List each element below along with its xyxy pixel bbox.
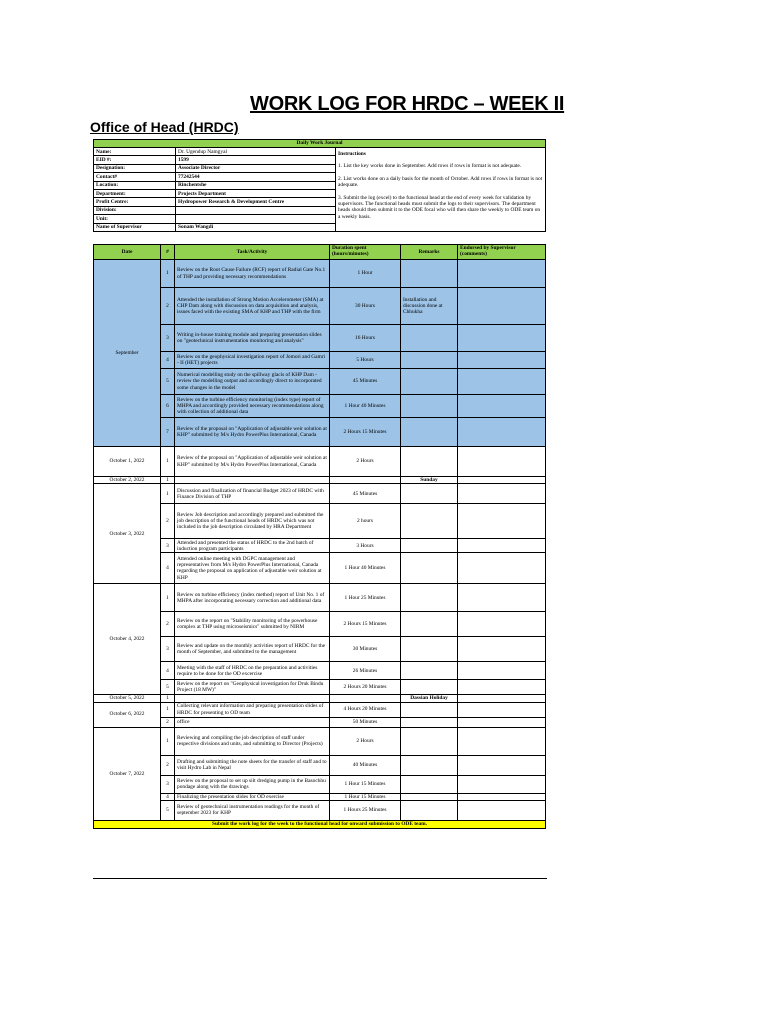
remarks-cell: Dassian Holiday — [401, 695, 458, 702]
row-number-cell: 2 — [161, 755, 175, 775]
work-log-header-row — [94, 245, 546, 260]
info-value: Rinchentshe — [176, 181, 336, 189]
date-cell: October 3, 2022 — [94, 484, 161, 584]
task-cell: Review on the report on "Stability monitoring of the powerhouse complex at THP using microseismics" submitted by NIRM — [175, 612, 330, 637]
remarks-cell: Sunday — [401, 477, 458, 484]
table-row — [94, 504, 546, 539]
column-header-endorsed: Endorsed by Supervisor (comments) — [458, 245, 546, 260]
remarks-cell — [401, 793, 458, 800]
endorsed-cell — [458, 395, 546, 418]
task-cell: Review of geotechnical instrumentation readings for the month of september 2023 for KHP — [175, 800, 330, 820]
task-cell: Attended online meeting with DGPC management and representatives from M/s Hydro PowerPlus International, Canada regarding the proposal on application of adjustable weir solution at KHP — [175, 553, 330, 584]
info-label: Profit Centre: — [94, 198, 176, 206]
info-value: Projects Department — [176, 189, 336, 197]
info-value: Hydropower Research & Development Centre — [176, 198, 336, 206]
endorsed-cell — [458, 584, 546, 612]
table-row — [94, 755, 546, 775]
duration-cell: 1 Hour 25 Minutes — [330, 584, 401, 612]
footer-note-row — [94, 820, 546, 828]
journal-title: Daily Work Journal — [94, 140, 546, 148]
remarks-cell — [401, 553, 458, 584]
duration-cell: 3 Hours — [330, 539, 401, 553]
info-label: Name of Supervisor — [94, 223, 176, 231]
task-cell: Drafting and submitting the note sheets for the transfer of staff and to visit Hydro Lab in Nepal — [175, 755, 330, 775]
duration-cell: 4 Hours 20 Minutes — [330, 702, 401, 717]
table-row — [94, 584, 546, 612]
table-row — [94, 447, 546, 477]
instruction-item: 3. Submit the log (excel) to the functional head at the end of every week for validation by supervisors. The functional heads must submit the logs to their supervisors. The department heads should then submit it to the ODE focal who will then share the weekly to ODE team on a weekly basis. — [338, 194, 541, 220]
endorsed-cell — [458, 260, 546, 288]
duration-cell: 30 Hours — [330, 288, 401, 325]
duration-cell: 2 Hours 15 Minutes — [330, 612, 401, 637]
info-label: EID #: — [94, 156, 176, 164]
date-cell: October 5, 2022 — [94, 695, 161, 702]
instruction-item: 2. List works done on a daily basis for the month of October. Add rows if rows in format is not adequate. — [338, 175, 543, 189]
endorsed-cell — [458, 775, 546, 793]
table-row — [94, 695, 546, 702]
remarks-cell — [401, 727, 458, 755]
endorsed-cell — [458, 504, 546, 539]
duration-cell: 1 Hour 40 Minutes — [330, 395, 401, 418]
endorsed-cell — [458, 637, 546, 662]
table-row — [94, 477, 546, 484]
remarks-cell — [401, 369, 458, 395]
table-row — [94, 539, 546, 553]
info-label: Location: — [94, 181, 176, 189]
task-cell: Review and update on the monthly activities report of HRDC for the month of September, and submitted to the management — [175, 637, 330, 662]
endorsed-cell — [458, 539, 546, 553]
page-title: WORK LOG FOR HRDC – WEEK II — [250, 93, 565, 115]
row-number-cell: 1 — [161, 477, 175, 484]
task-cell — [175, 695, 330, 702]
duration-cell: 2 hours — [330, 504, 401, 539]
remarks-cell: Installation and discussion done at Chhukha — [401, 288, 458, 325]
table-row — [94, 702, 546, 717]
task-cell: Review on the Root Cause Failure (RCF) report of Radial Gate No.1 of THP and providing necessary recommendations — [175, 260, 330, 288]
endorsed-cell — [458, 755, 546, 775]
duration-cell: 50 Minutes — [330, 717, 401, 727]
bottom-rule — [93, 878, 547, 879]
table-row — [94, 418, 546, 447]
info-label: Division: — [94, 206, 176, 214]
date-cell: September — [94, 260, 161, 447]
row-number-cell: 3 — [161, 775, 175, 793]
date-cell: October 6, 2022 — [94, 702, 161, 727]
table-row — [94, 484, 546, 504]
table-row — [94, 662, 546, 680]
info-label: Unit: — [94, 215, 176, 223]
work-log-table — [93, 244, 546, 829]
row-number-cell: 1 — [161, 727, 175, 755]
endorsed-cell — [458, 662, 546, 680]
endorsed-cell — [458, 727, 546, 755]
table-row — [94, 553, 546, 584]
row-number-cell: 1 — [161, 260, 175, 288]
task-cell: Numerical modelling study on the spillway glacis of KHP Dam - review the modelling output and accordingly direct to incorporated some changes in the model — [175, 369, 330, 395]
info-value: Sonam Wangdi — [176, 223, 336, 231]
column-header-number: # — [161, 245, 175, 260]
duration-cell: 30 Minutes — [330, 637, 401, 662]
table-row — [94, 680, 546, 695]
table-row — [94, 325, 546, 352]
info-value: Associate Director — [176, 164, 336, 172]
task-cell: Review on the geophysical investigation report of Jomori and Gamri - II (HET) projects — [175, 352, 330, 369]
footer-note: Submit the work log for the week to the functional head for onward submission to ODE team. — [94, 820, 546, 828]
remarks-cell — [401, 484, 458, 504]
instruction-item: 1. List the key works done in September. Add rows if rows in format is not adequate. — [338, 163, 522, 170]
duration-cell: 45 Minutes — [330, 484, 401, 504]
table-row — [94, 260, 546, 288]
row-number-cell: 1 — [161, 695, 175, 702]
table-row — [94, 727, 546, 755]
instructions-heading: Instructions — [338, 151, 366, 157]
table-row — [94, 352, 546, 369]
date-cell: October 7, 2022 — [94, 727, 161, 820]
task-cell: Attended the installation of Strong Motion Accelerometer (SMA) at CHP Dam along with discussion on data acquisition and analysis, issues faced with the existing SMA of KHP and THP with the firm — [175, 288, 330, 325]
column-header-task: Task/Activity — [175, 245, 330, 260]
endorsed-cell — [458, 288, 546, 325]
duration-cell: 5 Hours — [330, 352, 401, 369]
date-cell: October 4, 2022 — [94, 584, 161, 695]
info-row — [94, 148, 546, 156]
table-row — [94, 793, 546, 800]
task-cell: Attended and presented the status of HRDC to the 2nd batch of induction program participants — [175, 539, 330, 553]
info-value: 77242544 — [176, 173, 336, 181]
info-value — [176, 206, 336, 214]
row-number-cell: 6 — [161, 395, 175, 418]
task-cell: Review on the proposal to set up silt dredging pump in the Basochhu pondage along with the drawings — [175, 775, 330, 793]
info-value — [176, 215, 336, 223]
endorsed-cell — [458, 325, 546, 352]
table-row — [94, 612, 546, 637]
table-row — [94, 717, 546, 727]
endorsed-cell — [458, 369, 546, 395]
remarks-cell — [401, 717, 458, 727]
duration-cell: 16 Hours — [330, 325, 401, 352]
table-row — [94, 369, 546, 395]
task-cell: Meeting with the staff of HRDC on the preparation and activities require to be done for the OD excercise — [175, 662, 330, 680]
remarks-cell — [401, 662, 458, 680]
row-number-cell: 7 — [161, 418, 175, 447]
task-cell: Discussion and finalization of financial Budget 2023 of HRDC with Finance Division of THP — [175, 484, 330, 504]
info-label: Department: — [94, 189, 176, 197]
task-cell: Reviewing and compiling the job description of staff under respective divisions and units, and submitting to Director (Projects) — [175, 727, 330, 755]
task-cell: Review on turbine efficiency (index method) report of Unit No. 1 of MHPA after incorporating necessary correction and additional data — [175, 584, 330, 612]
endorsed-cell — [458, 352, 546, 369]
duration-cell: 45 Minutes — [330, 369, 401, 395]
row-number-cell: 5 — [161, 800, 175, 820]
row-number-cell: 3 — [161, 325, 175, 352]
duration-cell: 1 Hour 40 Minutes — [330, 553, 401, 584]
row-number-cell: 2 — [161, 288, 175, 325]
remarks-cell — [401, 418, 458, 447]
duration-cell: 1 Hour 15 Minutes — [330, 793, 401, 800]
task-cell: office — [175, 717, 330, 727]
duration-cell: 2 Hours 20 Minutes — [330, 680, 401, 695]
instructions-cell — [336, 148, 546, 232]
table-row — [94, 637, 546, 662]
remarks-cell — [401, 504, 458, 539]
duration-cell: 26 Minutes — [330, 662, 401, 680]
table-row — [94, 775, 546, 793]
remarks-cell — [401, 637, 458, 662]
duration-cell: 2 Hours — [330, 447, 401, 477]
row-number-cell: 2 — [161, 504, 175, 539]
office-subtitle: Office of Head (HRDC) — [90, 119, 239, 135]
endorsed-cell — [458, 418, 546, 447]
row-number-cell: 2 — [161, 717, 175, 727]
duration-cell — [330, 477, 401, 484]
date-cell: October 1, 2022 — [94, 447, 161, 477]
endorsed-cell — [458, 717, 546, 727]
endorsed-cell — [458, 612, 546, 637]
row-number-cell: 5 — [161, 680, 175, 695]
remarks-cell — [401, 395, 458, 418]
info-value: 1599 — [176, 156, 336, 164]
column-header-remarks: Remarks — [401, 245, 458, 260]
endorsed-cell — [458, 702, 546, 717]
info-table — [93, 139, 546, 232]
row-number-cell: 1 — [161, 484, 175, 504]
endorsed-cell — [458, 477, 546, 484]
endorsed-cell — [458, 680, 546, 695]
task-cell: Review on the turbine efficiency monitoring (index type) report of MHPA and accordingly provided necessary recommendations along with collection of additional data — [175, 395, 330, 418]
task-cell: Collecting relevant information and preparing presentation slides of HRDC for presenting to OD team — [175, 702, 330, 717]
remarks-cell — [401, 775, 458, 793]
duration-cell: 1 Hours 25 Minutes — [330, 800, 401, 820]
info-value: Dr. Ugendup Namgyal — [176, 148, 336, 156]
date-cell: October 2, 2022 — [94, 477, 161, 484]
endorsed-cell — [458, 553, 546, 584]
remarks-cell — [401, 325, 458, 352]
column-header-date: Date — [94, 245, 161, 260]
remarks-cell — [401, 352, 458, 369]
duration-cell: 2 Hours 15 Minutes — [330, 418, 401, 447]
duration-cell — [330, 695, 401, 702]
remarks-cell — [401, 702, 458, 717]
row-number-cell: 4 — [161, 352, 175, 369]
row-number-cell: 3 — [161, 637, 175, 662]
remarks-cell — [401, 755, 458, 775]
column-header-duration: Duration spent (hours/minutes) — [330, 245, 401, 260]
remarks-cell — [401, 447, 458, 477]
row-number-cell: 5 — [161, 369, 175, 395]
endorsed-cell — [458, 695, 546, 702]
endorsed-cell — [458, 800, 546, 820]
table-row — [94, 800, 546, 820]
task-cell: Review Job description and accordingly prepared and submitted the job description of the functional heads of HRDC which was not included in the job description circulated by HRA Department — [175, 504, 330, 539]
remarks-cell — [401, 612, 458, 637]
task-cell: Review on the report on "Geophysical investigation for Druk Bindu Project (18 MW)" — [175, 680, 330, 695]
task-cell — [175, 477, 330, 484]
duration-cell: 2 Hours — [330, 727, 401, 755]
duration-cell: 1 Hour — [330, 260, 401, 288]
endorsed-cell — [458, 484, 546, 504]
remarks-cell — [401, 800, 458, 820]
work-log-body — [94, 260, 546, 821]
remarks-cell — [401, 539, 458, 553]
remarks-cell — [401, 584, 458, 612]
task-cell: Writing in-house training module and preparing presentation slides on "geotechnical instrumentation monitoring and analysis" — [175, 325, 330, 352]
info-label: Contact# — [94, 173, 176, 181]
duration-cell: 40 Minutes — [330, 755, 401, 775]
endorsed-cell — [458, 793, 546, 800]
remarks-cell — [401, 260, 458, 288]
info-label: Designation: — [94, 164, 176, 172]
row-number-cell: 4 — [161, 662, 175, 680]
task-cell: Review of the proposal on "Application of adjustable weir solution at KHP" submitted by M/s Hydro PowerPlus International, Canada — [175, 447, 330, 477]
row-number-cell: 1 — [161, 447, 175, 477]
row-number-cell: 1 — [161, 584, 175, 612]
endorsed-cell — [458, 447, 546, 477]
table-row — [94, 395, 546, 418]
row-number-cell: 4 — [161, 793, 175, 800]
row-number-cell: 1 — [161, 702, 175, 717]
remarks-cell — [401, 680, 458, 695]
row-number-cell: 3 — [161, 539, 175, 553]
table-row — [94, 288, 546, 325]
row-number-cell: 2 — [161, 612, 175, 637]
task-cell: Finalizing the presentation slides for OD exercise — [175, 793, 330, 800]
duration-cell: 1 Hour 15 Minutes — [330, 775, 401, 793]
row-number-cell: 4 — [161, 553, 175, 584]
task-cell: Review of the proposal on "Application of adjustable weir solution at KHP" submitted by M/s Hydro PowerPlus International, Canada — [175, 418, 330, 447]
info-label: Name: — [94, 148, 176, 156]
